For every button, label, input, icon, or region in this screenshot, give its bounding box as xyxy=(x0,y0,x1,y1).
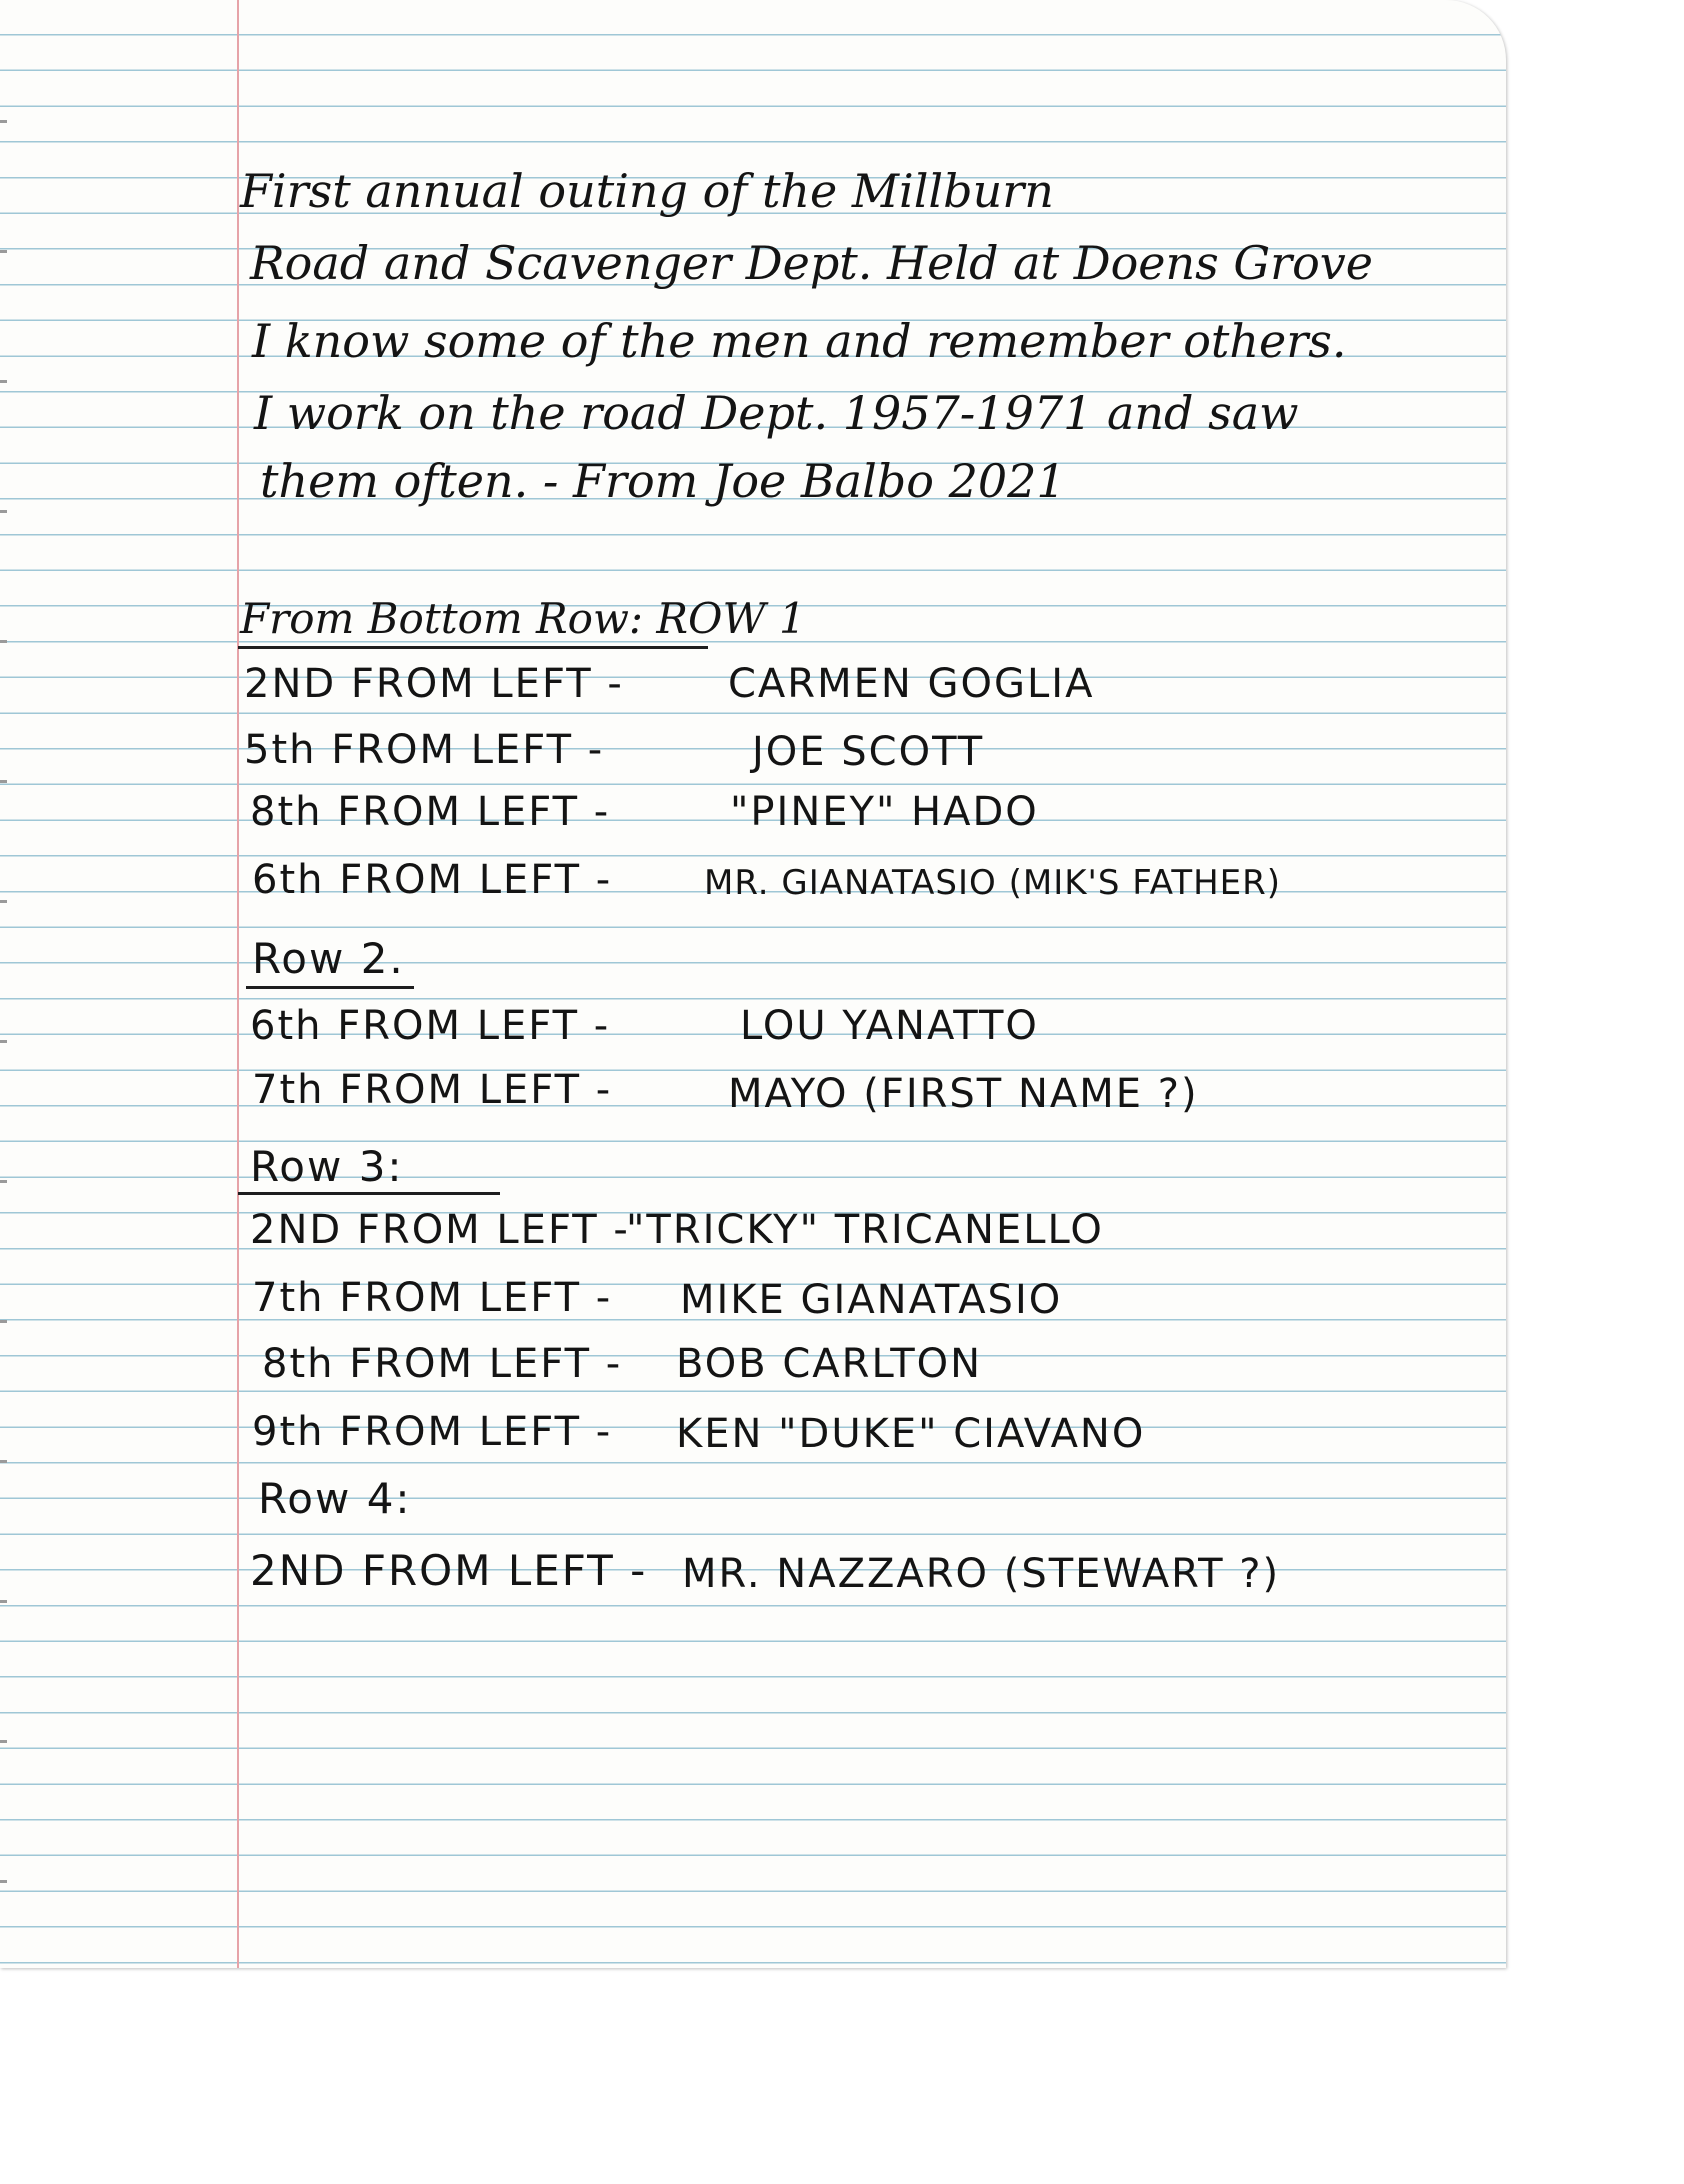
intro-line: First annual outing of the Millburn xyxy=(240,164,1054,218)
entry-name: CARMEN GOGLIA xyxy=(728,661,1095,707)
entry-position: 6th FROM LEFT - xyxy=(250,1003,611,1049)
section-heading: From Bottom Row: ROW 1 xyxy=(240,594,806,643)
entry-position: 9th FROM LEFT - xyxy=(252,1409,613,1455)
heading-underline xyxy=(246,986,414,989)
heading-underline xyxy=(238,1192,500,1195)
entry-position: 2ND FROM LEFT - xyxy=(244,661,624,707)
intro-line: Road and Scavenger Dept. Held at Doens Grove xyxy=(250,236,1373,290)
entry-name: MR. GIANATASIO (MIK'S FATHER) xyxy=(704,863,1282,903)
entry-position: 6th FROM LEFT - xyxy=(252,857,613,903)
entry-name: MR. NAZZARO (STEWART ?) xyxy=(682,1551,1281,1597)
intro-line: I work on the road Dept. 1957-1971 and saw xyxy=(254,386,1299,440)
entry-position: 7th FROM LEFT - xyxy=(252,1275,613,1321)
section-heading: Row 3: xyxy=(250,1142,404,1191)
entry-name: JOE SCOTT xyxy=(752,729,985,775)
entry-position: 7th FROM LEFT - xyxy=(252,1067,613,1113)
entry-name: LOU YANATTO xyxy=(740,1003,1039,1049)
section-heading: Row 4: xyxy=(258,1474,412,1523)
entry-name: MIKE GIANATASIO xyxy=(680,1277,1063,1323)
entry-position: 2ND FROM LEFT - xyxy=(250,1546,648,1595)
entry-position: 2ND FROM LEFT - xyxy=(250,1207,630,1253)
entry-name: BOB CARLTON xyxy=(676,1341,983,1387)
margin-line xyxy=(237,0,239,1968)
intro-line: I know some of the men and remember others. xyxy=(252,314,1347,368)
entry-name: MAYO (FIRST NAME ?) xyxy=(728,1071,1199,1117)
entry-name: KEN "DUKE" CIAVANO xyxy=(676,1411,1146,1457)
section-heading: Row 2. xyxy=(252,934,405,983)
heading-underline xyxy=(238,646,708,649)
entry-name: "TRICKY" TRICANELLO xyxy=(626,1207,1104,1253)
intro-line: them often. - From Joe Balbo 2021 xyxy=(260,454,1066,508)
entry-position: 8th FROM LEFT - xyxy=(262,1341,623,1387)
entry-position: 5th FROM LEFT - xyxy=(244,727,605,773)
entry-position: 8th FROM LEFT - xyxy=(250,789,611,835)
entry-name: "PINEY" HADO xyxy=(730,789,1039,835)
